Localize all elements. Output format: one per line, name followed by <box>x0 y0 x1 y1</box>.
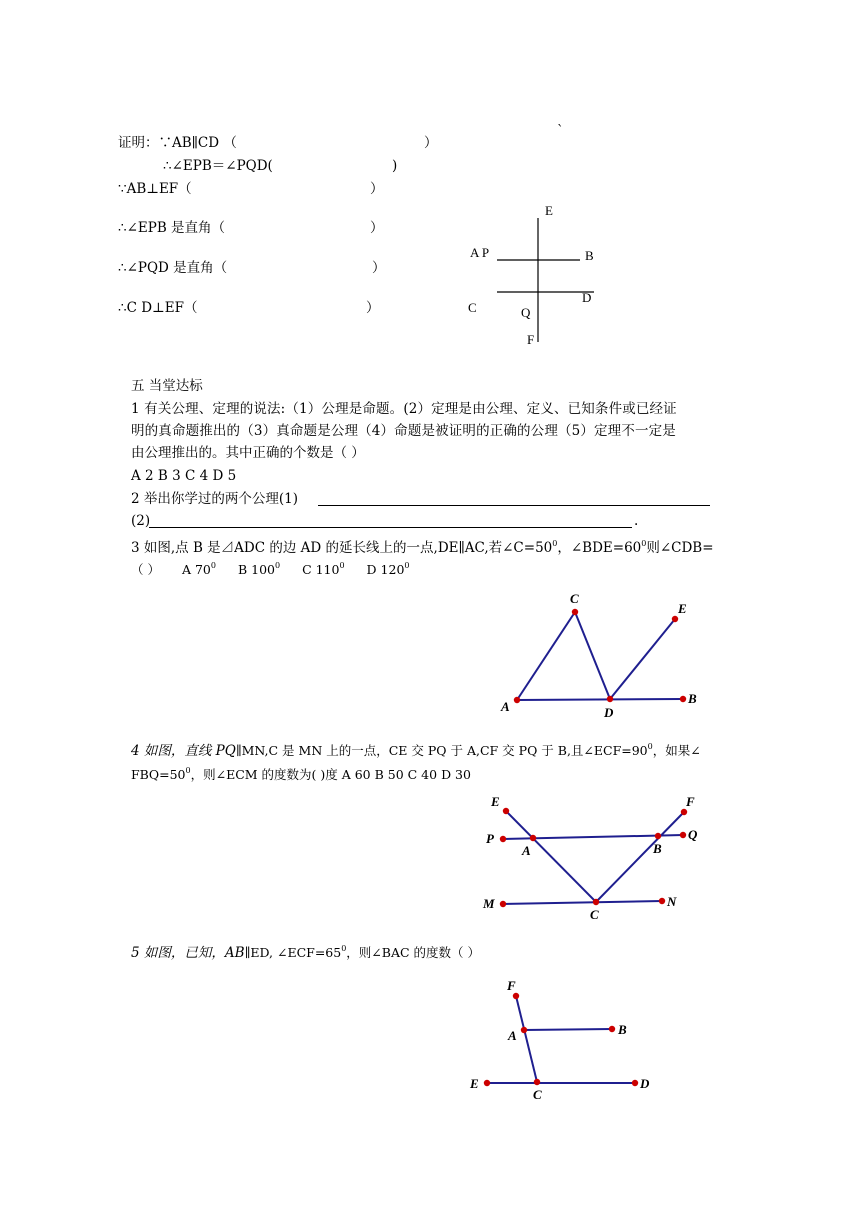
fig3-label-b: B <box>688 691 697 706</box>
proof-line-5: ∴∠PQD 是直角（ <box>118 260 228 276</box>
fig4-label-p: P <box>486 831 494 846</box>
fig1-label-b: B <box>585 248 594 263</box>
q2-line-2-prefix: (2) <box>131 513 151 529</box>
q5-deg: 0 <box>341 944 347 953</box>
q4-text-b: ∥MN,C 是 MN 上的一点，CE 交 PQ 于 A,CF 交 PQ 于 B,且∠ECF=90 <box>235 743 648 758</box>
proof-line-4-close: ） <box>370 220 384 236</box>
proof-line-5-close: ） <box>372 260 386 276</box>
q4-deg-1: 0 <box>647 742 653 751</box>
fig5-label-f: F <box>507 978 516 993</box>
q4-text-a: 4 如图，直线 PQ <box>131 743 236 759</box>
proof-line-3: ∵AB⊥EF（ <box>118 181 192 197</box>
fig5-point-b <box>609 1026 615 1032</box>
q3-deg-1: 0 <box>552 539 558 548</box>
q3-opt-c: C 110 <box>302 562 340 577</box>
proof-line-1: 证明：∵AB∥CD （ <box>118 135 237 151</box>
q3-deg-2: 0 <box>641 539 647 548</box>
fig5-seg-ab <box>524 1029 612 1030</box>
fig3-label-c: C <box>570 591 579 606</box>
q3-opt-a: A 70 <box>181 562 211 577</box>
fig1-label-e: E <box>545 203 553 218</box>
fig4-label-b: B <box>653 841 662 856</box>
q3-deg-b: 0 <box>274 561 281 570</box>
q1-line-2: 明的真命题推出的（3）真命题是公理（4）命题是被证明的正确的公理（5）定理不一定是 <box>131 423 676 439</box>
q2-line-1: 2 举出你学过的两个公理(1) <box>131 491 299 507</box>
fig4-label-n: N <box>667 894 677 909</box>
q4-deg-2: 0 <box>185 766 191 775</box>
q1-options: A 2 B 3 C 4 D 5 <box>131 468 237 484</box>
proof-line-1-close: ） <box>424 135 438 151</box>
fig4-label-f: F <box>686 794 695 809</box>
fig1-label-q: Q <box>521 305 531 320</box>
q5-text-c: ，则∠BAC 的度数（ ） <box>346 945 480 960</box>
q3-opt-d: D 120 <box>366 562 405 577</box>
proof-line-2: ∴∠EPB＝∠PQD( <box>163 158 273 174</box>
q2-line-2-end: . <box>634 513 639 529</box>
proof-line-3-close: ） <box>370 181 384 197</box>
fig5-seg-fc <box>516 996 537 1082</box>
fig5-point-e <box>484 1080 490 1086</box>
fig4-label-c: C <box>590 907 599 922</box>
q3-deg-a: 0 <box>210 561 216 570</box>
q1-line-1: 1 有关公理、定理的说法:（1）公理是命题。(2）定理是由公理、定义、已知条件或已经证 <box>131 401 677 417</box>
q3-deg-d: 0 <box>404 561 410 570</box>
fig1-label-ap: A P <box>470 245 490 260</box>
proof-line-6-close: ） <box>366 300 380 316</box>
fig4-label-a: A <box>522 843 531 858</box>
fig5-label-a: A <box>508 1028 517 1043</box>
proof-line-6: ∴C D⊥EF（ <box>118 300 198 316</box>
fig3-label-a: A <box>501 699 510 714</box>
q5-text-a: 5 如图，已知，AB <box>131 945 245 961</box>
fig3-label-d: D <box>604 705 614 720</box>
section-title: 五 当堂达标 <box>131 378 203 394</box>
fig4-label-e: E <box>491 794 500 809</box>
q1-line-3: 由公理推出的。其中正确的个数是（ ） <box>131 445 365 461</box>
q3-deg-c: 0 <box>339 561 345 570</box>
q3-text-c: 则∠CDB= <box>646 540 714 556</box>
q4-text-c: ，如果∠ <box>652 743 701 758</box>
fig5-label-d: D <box>640 1076 650 1091</box>
fig1-label-f: F <box>527 332 535 347</box>
fig1-label-c: C <box>468 300 477 315</box>
stray-mark: ` <box>557 123 564 139</box>
fig3-label-e: E <box>678 601 687 616</box>
proof-line-2-close: ) <box>392 158 398 174</box>
q3-text-a: 3 如图,点 B 是⊿ADC 的边 AD 的延长线上的一点,DE∥AC,若∠C=50 <box>131 540 553 556</box>
fig5-label-c: C <box>533 1087 542 1102</box>
q4-text-d: FBQ=50 <box>131 767 186 782</box>
q3-opt-b: B 100 <box>237 562 275 577</box>
fig5-point-c <box>534 1079 540 1085</box>
fig4-label-m: M <box>483 896 495 911</box>
q3-answer-blank: （ ） <box>131 562 160 577</box>
q4-text-e: ，则∠ECM 的度数为( )度 A 60 B 50 C 40 D 30 <box>190 767 471 782</box>
q5-text-b: ∥ED, ∠ECF=65 <box>244 945 342 960</box>
proof-line-4: ∴∠EPB 是直角（ <box>118 220 226 236</box>
q3-text-b: ，∠BDE=60 <box>557 540 642 556</box>
fig5-point-d <box>632 1080 638 1086</box>
fig1-label-d: D <box>582 290 592 305</box>
fig5-label-e: E <box>470 1076 479 1091</box>
fig5-point-a <box>521 1027 527 1033</box>
fig5-label-b: B <box>618 1022 627 1037</box>
fig4-label-q: Q <box>688 827 698 842</box>
